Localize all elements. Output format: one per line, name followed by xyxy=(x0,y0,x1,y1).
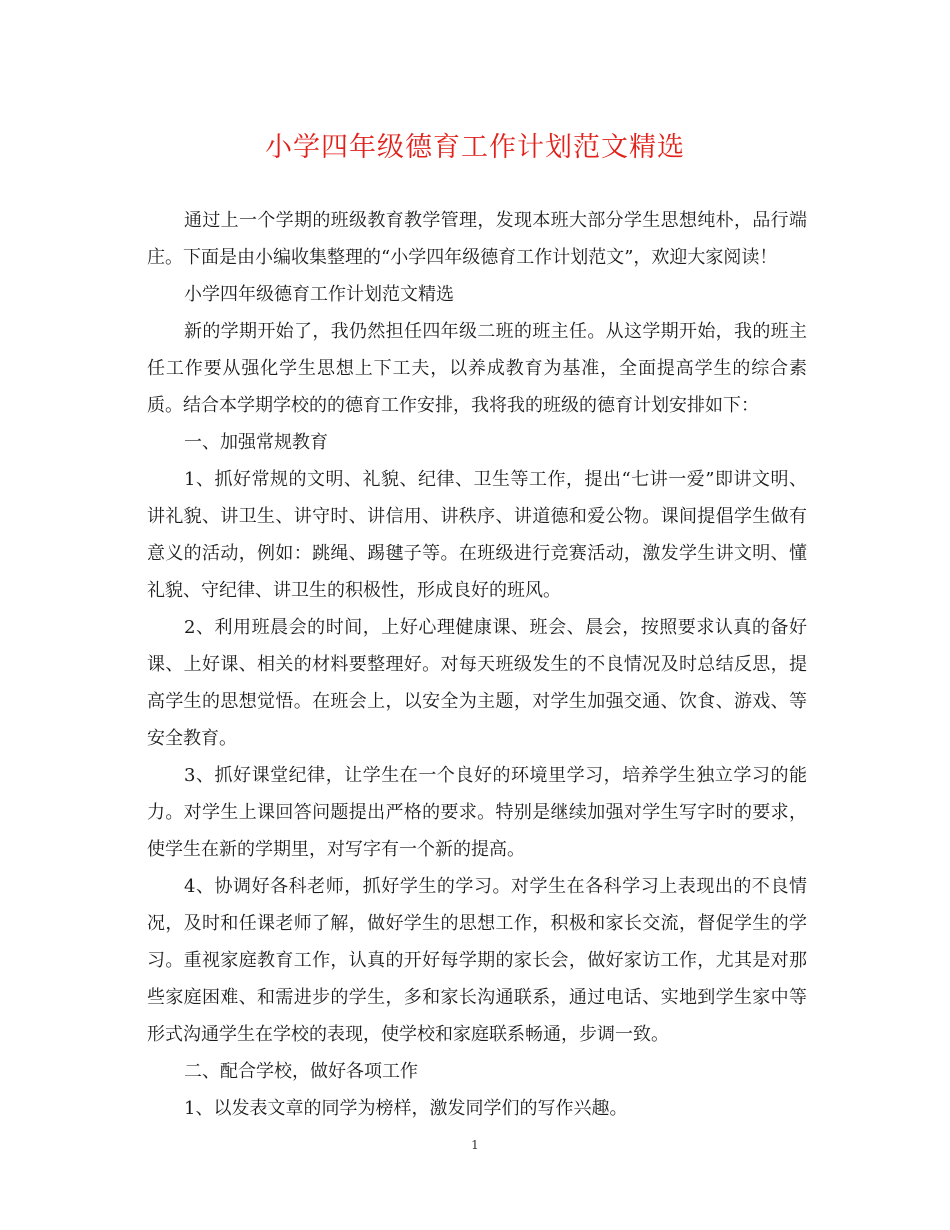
page-number: 1 xyxy=(471,1138,479,1152)
page-title: 小学四年级德育工作计划范文精选 xyxy=(265,132,685,163)
section-heading-2: 二、配合学校，做好各项工作 xyxy=(184,1061,418,1082)
section-1-item-1: 1、抓好常规的文明、礼貌、纪律、卫生等工作，提出“七讲一爱”即讲文明、讲礼貌、讲卫生、讲守时、讲信用、讲秩序、讲道德和爱公物。课间提倡学生做有意义的活动，例如：跳绳、踢毽子等。在班级进行竞赛活动，激发学生讲文明、懂礼貌、守纪律、讲卫生的积极性，形成良好的班风。 xyxy=(147,469,807,601)
section-2-item-1: 1、以发表文章的同学为榜样，激发同学们的写作兴趣。 xyxy=(184,1098,628,1119)
opening-paragraph: 新的学期开始了，我仍然担任四年级二班的班主任。从这学期开始，我的班主任工作要从强化学生思想上下工夫，以养成教育为基准，全面提高学生的综合素质。结合本学期学校的的德育工作安排，我将我的班级的德育计划安排如下： xyxy=(147,321,807,416)
section-heading-1: 一、加强常规教育 xyxy=(184,432,328,453)
section-1-item-4: 4、协调好各科老师，抓好学生的学习。对学生在各科学习上表现出的不良情况，及时和任课老师了解，做好学生的思想工作，积极和家长交流，督促学生的学习。重视家庭教育工作，认真的开好每学期的家长会，做好家访工作，尤其是对那些家庭困难、和需进步的学生，多和家长沟通联系，通过电话、实地到学生家中等形式沟通学生在学校的表现，使学校和家庭联系畅通，步调一致。 xyxy=(147,876,807,1045)
section-1-item-3: 3、抓好课堂纪律，让学生在一个良好的环境里学习，培养学生独立学习的能力。对学生上课回答问题提出严格的要求。特别是继续加强对学生写字时的要求，使学生在新的学期里，对写字有一个新的提高。 xyxy=(147,765,807,860)
section-1-item-2: 2、利用班晨会的时间，上好心理健康课、班会、晨会，按照要求认真的备好课、上好课、相关的材料要整理好。对每天班级发生的不良情况及时总结反思，提高学生的思想觉悟。在班会上，以安全为主题，对学生加强交通、饮食、游戏、等安全教育。 xyxy=(147,617,807,749)
intro-paragraph: 通过上一个学期的班级教育教学管理，发现本班大部分学生思想纯朴，品行端庄。下面是由小编收集整理的“小学四年级德育工作计划范文”，欢迎大家阅读！ xyxy=(147,210,807,268)
document-body xyxy=(147,202,807,1127)
subtitle-line: 小学四年级德育工作计划范文精选 xyxy=(184,284,454,305)
